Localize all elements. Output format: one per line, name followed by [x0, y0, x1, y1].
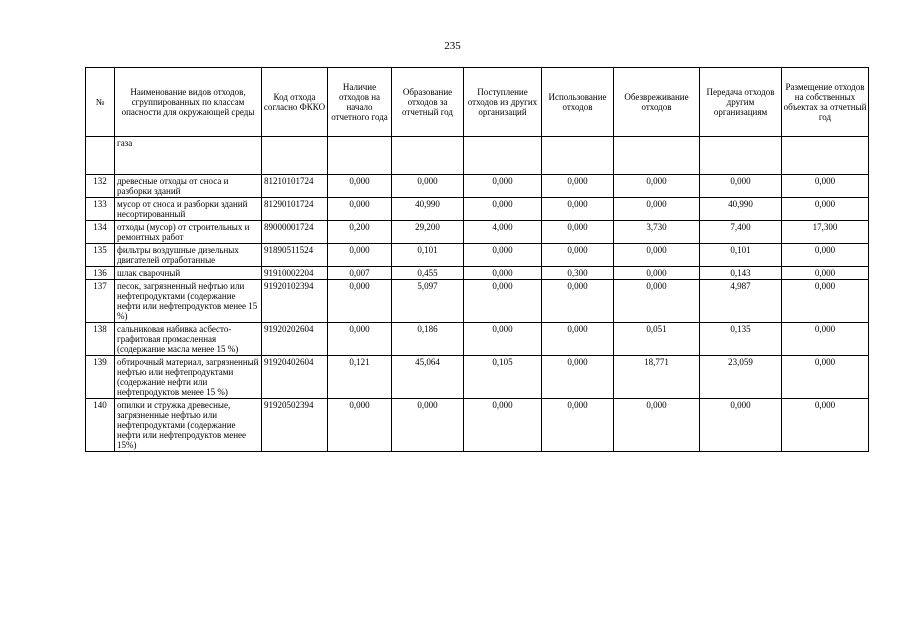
table-row	[86, 198, 869, 221]
cell-transferred: 0,000	[700, 175, 782, 198]
cell-placed: 0,000	[782, 280, 869, 323]
cell-code: 91920402604	[262, 356, 328, 399]
cell-value	[614, 137, 700, 175]
header-cell-number: №	[86, 68, 115, 137]
header-row	[86, 68, 869, 137]
cell-code: 91920102394	[262, 280, 328, 323]
cell-start-balance: 0,000	[328, 280, 392, 323]
cell-used: 0,000	[542, 175, 614, 198]
cell-used: 0,000	[542, 399, 614, 452]
cell-code: 89000001724	[262, 221, 328, 244]
cell-neutralized: 0,000	[614, 244, 700, 267]
cell-code: 91920202604	[262, 323, 328, 356]
header-cell-start-balance: Наличие отходов на начало отчетного года	[328, 68, 392, 137]
waste-table	[85, 67, 869, 452]
header-cell-generated: Образование отходов за отчетный год	[392, 68, 464, 137]
cell-name: мусор от сноса и разборки зданий несортированный	[115, 198, 262, 221]
cell-used: 0,000	[542, 244, 614, 267]
cell-received: 0,000	[464, 244, 542, 267]
cell-number: 133	[86, 198, 115, 221]
cell-transferred: 0,135	[700, 323, 782, 356]
cell-code: 91910002204	[262, 267, 328, 280]
cell-received: 0,000	[464, 399, 542, 452]
cell-placed: 0,000	[782, 198, 869, 221]
cell-name: фильтры воздушные дизельных двигателей отработанные	[115, 244, 262, 267]
cell-start-balance: 0,000	[328, 175, 392, 198]
cell-transferred: 7,400	[700, 221, 782, 244]
cell-generated: 0,000	[392, 175, 464, 198]
cell-neutralized: 0,000	[614, 399, 700, 452]
cell-number: 138	[86, 323, 115, 356]
header-cell-transferred: Передача отходов другим организациям	[700, 68, 782, 137]
table-row	[86, 356, 869, 399]
header-cell-received: Поступление отходов из других организаций	[464, 68, 542, 137]
header-cell-placed: Размещение отходов на собственных объектах за отчетный год	[782, 68, 869, 137]
cell-received: 0,000	[464, 280, 542, 323]
cell-start-balance: 0,000	[328, 198, 392, 221]
cell-generated: 45,064	[392, 356, 464, 399]
cell-name: обтирочный материал, загрязненный нефтью или нефтепродуктами (содержание нефти или нефтепродуктов менее 15 %)	[115, 356, 262, 399]
cell-received: 0,000	[464, 198, 542, 221]
cell-placed: 0,000	[782, 399, 869, 452]
cell-value	[392, 137, 464, 175]
table-row	[86, 399, 869, 452]
cell-placed: 0,000	[782, 356, 869, 399]
table-row	[86, 267, 869, 280]
cell-number: 139	[86, 356, 115, 399]
cell-generated: 0,186	[392, 323, 464, 356]
cell-code	[262, 137, 328, 175]
cell-number: 135	[86, 244, 115, 267]
cell-placed: 0,000	[782, 323, 869, 356]
cell-code: 91920502394	[262, 399, 328, 452]
cell-received: 0,000	[464, 323, 542, 356]
table-row	[86, 244, 869, 267]
cell-start-balance: 0,000	[328, 244, 392, 267]
cell-used: 0,000	[542, 198, 614, 221]
cell-placed: 17,300	[782, 221, 869, 244]
cell-transferred: 23,059	[700, 356, 782, 399]
cell-number: 132	[86, 175, 115, 198]
cell-neutralized: 0,051	[614, 323, 700, 356]
cell-name: опилки и стружка древесные, загрязненные нефтью или нефтепродуктами (содержание нефти или нефтепродуктов менее 15%)	[115, 399, 262, 452]
cell-neutralized: 3,730	[614, 221, 700, 244]
cell-value	[700, 137, 782, 175]
cell-name: древесные отходы от сноса и разборки зданий	[115, 175, 262, 198]
cell-code: 81210101724	[262, 175, 328, 198]
cell-number: 137	[86, 280, 115, 323]
cell-transferred: 0,101	[700, 244, 782, 267]
cell-generated: 0,101	[392, 244, 464, 267]
cell-start-balance: 0,121	[328, 356, 392, 399]
cell-value	[542, 137, 614, 175]
cell-received: 4,000	[464, 221, 542, 244]
cell-code: 81290101724	[262, 198, 328, 221]
cell-placed: 0,000	[782, 244, 869, 267]
cell-generated: 0,455	[392, 267, 464, 280]
header-cell-neutralized: Обезвреживание отходов	[614, 68, 700, 137]
table-row	[86, 323, 869, 356]
cell-name: газа	[115, 137, 262, 175]
cell-used: 0,000	[542, 280, 614, 323]
cell-name: шлак сварочный	[115, 267, 262, 280]
cell-start-balance: 0,000	[328, 323, 392, 356]
cell-received: 0,105	[464, 356, 542, 399]
table-row-continuation	[86, 137, 869, 175]
cell-name: сальниковая набивка асбесто-графитовая промасленная (содержание масла менее 15 %)	[115, 323, 262, 356]
cell-generated: 29,200	[392, 221, 464, 244]
cell-generated: 0,000	[392, 399, 464, 452]
cell-start-balance: 0,007	[328, 267, 392, 280]
cell-neutralized: 0,000	[614, 198, 700, 221]
cell-neutralized: 0,000	[614, 267, 700, 280]
table-row	[86, 175, 869, 198]
page-number: 235	[444, 40, 461, 52]
cell-number: 140	[86, 399, 115, 452]
cell-used: 0,000	[542, 221, 614, 244]
cell-number	[86, 137, 115, 175]
cell-neutralized: 0,000	[614, 175, 700, 198]
cell-start-balance: 0,200	[328, 221, 392, 244]
cell-received: 0,000	[464, 267, 542, 280]
table-row	[86, 280, 869, 323]
cell-placed: 0,000	[782, 267, 869, 280]
cell-placed: 0,000	[782, 175, 869, 198]
cell-code: 91890511524	[262, 244, 328, 267]
cell-value	[782, 137, 869, 175]
cell-name: отходы (мусор) от строительных и ремонтных работ	[115, 221, 262, 244]
cell-generated: 40,990	[392, 198, 464, 221]
header-cell-code: Код отхода согласно ФККО	[262, 68, 328, 137]
table-row	[86, 221, 869, 244]
header-cell-name: Наименование видов отходов, сгруппированных по классам опасности для окружающей среды	[115, 68, 262, 137]
cell-value	[464, 137, 542, 175]
header-cell-used: Использование отходов	[542, 68, 614, 137]
cell-transferred: 0,000	[700, 399, 782, 452]
cell-name: песок, загрязненный нефтью или нефтепродуктами (содержание нефти или нефтепродуктов менее 15 %)	[115, 280, 262, 323]
cell-used: 0,000	[542, 356, 614, 399]
cell-neutralized: 18,771	[614, 356, 700, 399]
cell-neutralized: 0,000	[614, 280, 700, 323]
cell-used: 0,000	[542, 323, 614, 356]
cell-value	[328, 137, 392, 175]
cell-received: 0,000	[464, 175, 542, 198]
cell-transferred: 40,990	[700, 198, 782, 221]
cell-transferred: 0,143	[700, 267, 782, 280]
cell-number: 136	[86, 267, 115, 280]
cell-generated: 5,097	[392, 280, 464, 323]
cell-transferred: 4,987	[700, 280, 782, 323]
cell-used: 0,300	[542, 267, 614, 280]
cell-start-balance: 0,000	[328, 399, 392, 452]
cell-number: 134	[86, 221, 115, 244]
